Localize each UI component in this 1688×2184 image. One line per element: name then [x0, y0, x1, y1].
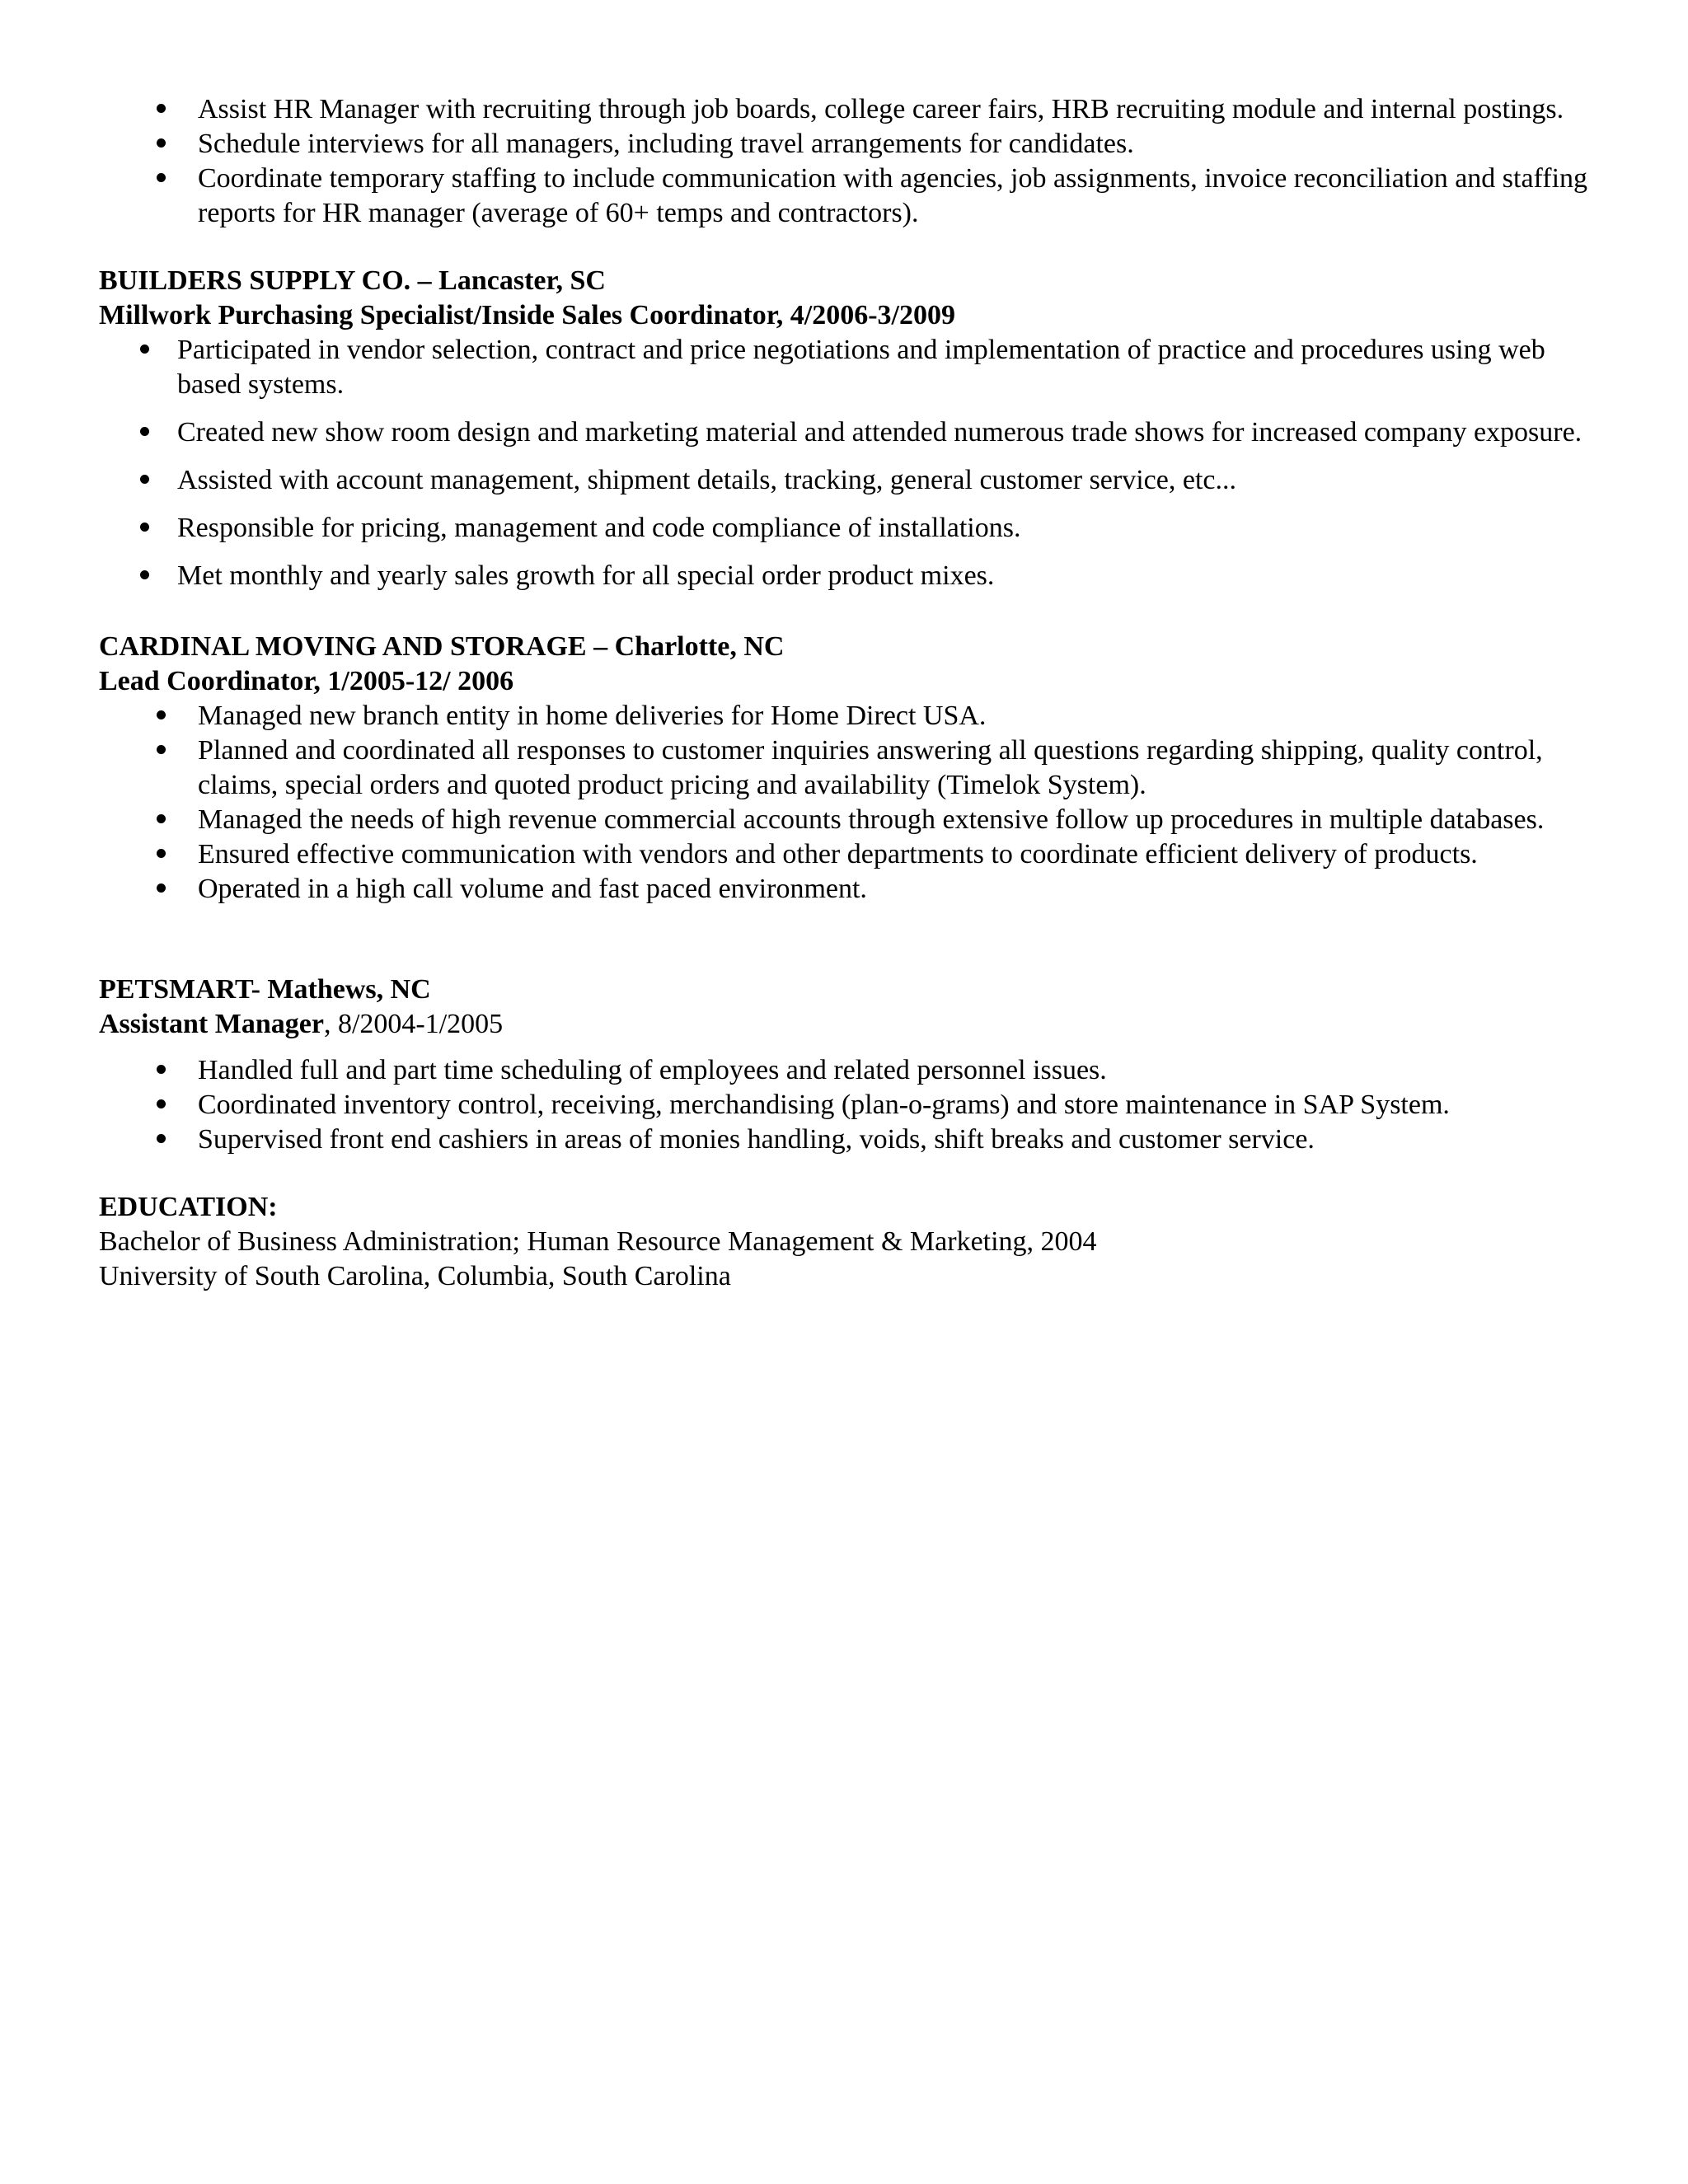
- job-petsmart: [99, 972, 1599, 1157]
- bullet-icon: [157, 883, 166, 893]
- degree-line: Bachelor of Business Administration; Human Resource Management & Marketing, 2004: [99, 1226, 1097, 1257]
- list-item: Supervised front end cashiers in areas of monies handling, voids, shift breaks and customer service.: [99, 1122, 1599, 1157]
- list-item: Managed the needs of high revenue commercial accounts through extensive follow up procedures in multiple databases.: [99, 803, 1599, 837]
- bullet-icon: [140, 475, 149, 484]
- list-item: Managed new branch entity in home deliveries for Home Direct USA.: [99, 699, 1599, 733]
- list-item: Met monthly and yearly sales growth for all special order product mixes.: [99, 559, 1599, 593]
- list-item: Participated in vendor selection, contract and price negotiations and implementation of practice and procedures using web based systems.: [99, 333, 1599, 402]
- company-heading: PETSMART- Mathews, NC: [99, 974, 431, 1005]
- bullet-icon: [157, 710, 166, 719]
- company-heading: BUILDERS SUPPLY CO. – Lancaster, SC: [99, 265, 606, 296]
- list-item: Assist HR Manager with recruiting through job boards, college career fairs, HRB recruiting module and internal postings.: [99, 92, 1599, 127]
- bullet-icon: [157, 1099, 166, 1108]
- bullet-icon: [157, 1065, 166, 1074]
- bullet-icon: [157, 173, 166, 182]
- bullet-icon: [157, 745, 166, 754]
- list-item: Ensured effective communication with vendors and other departments to coordinate efficient delivery of products.: [99, 837, 1599, 872]
- list-item: Schedule interviews for all managers, including travel arrangements for candidates.: [99, 127, 1599, 162]
- resume-page: [99, 92, 1599, 1294]
- bullet-icon: [140, 570, 149, 579]
- bullet-icon: [157, 1134, 166, 1143]
- bullet-icon: [140, 344, 149, 354]
- job-builders-supply: [99, 264, 1599, 593]
- bullet-icon: [140, 523, 149, 532]
- list-item: Planned and coordinated all responses to customer inquiries answering all questions regarding shipping, quality control, claims, special orders and quoted product pricing and availability (Timelok System).: [99, 733, 1599, 803]
- list-item: Operated in a high call volume and fast paced environment.: [99, 872, 1599, 907]
- job-duties-list: [99, 1053, 1599, 1157]
- job-title: Lead Coordinator, 1/2005-12/ 2006: [99, 666, 514, 696]
- bullet-icon: [157, 138, 166, 148]
- job-cardinal-moving: [99, 630, 1599, 907]
- job-duties-list: [99, 333, 1599, 593]
- list-item: Created new show room design and marketing material and attended numerous trade shows for increased company exposure.: [99, 415, 1599, 450]
- bullet-icon: [140, 427, 149, 436]
- job-duties-list: [99, 699, 1599, 907]
- education-section: [99, 1190, 1599, 1294]
- job-title: Assistant Manager, 8/2004-1/2005: [99, 1009, 504, 1039]
- list-item: Handled full and part time scheduling of employees and related personnel issues.: [99, 1053, 1599, 1088]
- job-title: Millwork Purchasing Specialist/Inside Sales Coordinator, 4/2006-3/2009: [99, 300, 955, 330]
- school-line: University of South Carolina, Columbia, South Carolina: [99, 1261, 731, 1291]
- list-item: Coordinated inventory control, receiving, merchandising (plan-o-grams) and store maintenance in SAP System.: [99, 1088, 1599, 1122]
- list-item: Responsible for pricing, management and code compliance of installations.: [99, 511, 1599, 546]
- bullet-icon: [157, 104, 166, 113]
- list-item: Assisted with account management, shipment details, tracking, general customer service, etc...: [99, 463, 1599, 498]
- bullet-icon: [157, 814, 166, 823]
- company-heading: CARDINAL MOVING AND STORAGE – Charlotte, NC: [99, 631, 785, 662]
- education-heading: EDUCATION:: [99, 1192, 278, 1222]
- list-item: Coordinate temporary staffing to include communication with agencies, job assignments, invoice reconciliation and staffing reports for HR manager (average of 60+ temps and contractors).: [99, 162, 1599, 231]
- bullet-icon: [157, 849, 166, 858]
- hr-duties-list: [99, 92, 1599, 231]
